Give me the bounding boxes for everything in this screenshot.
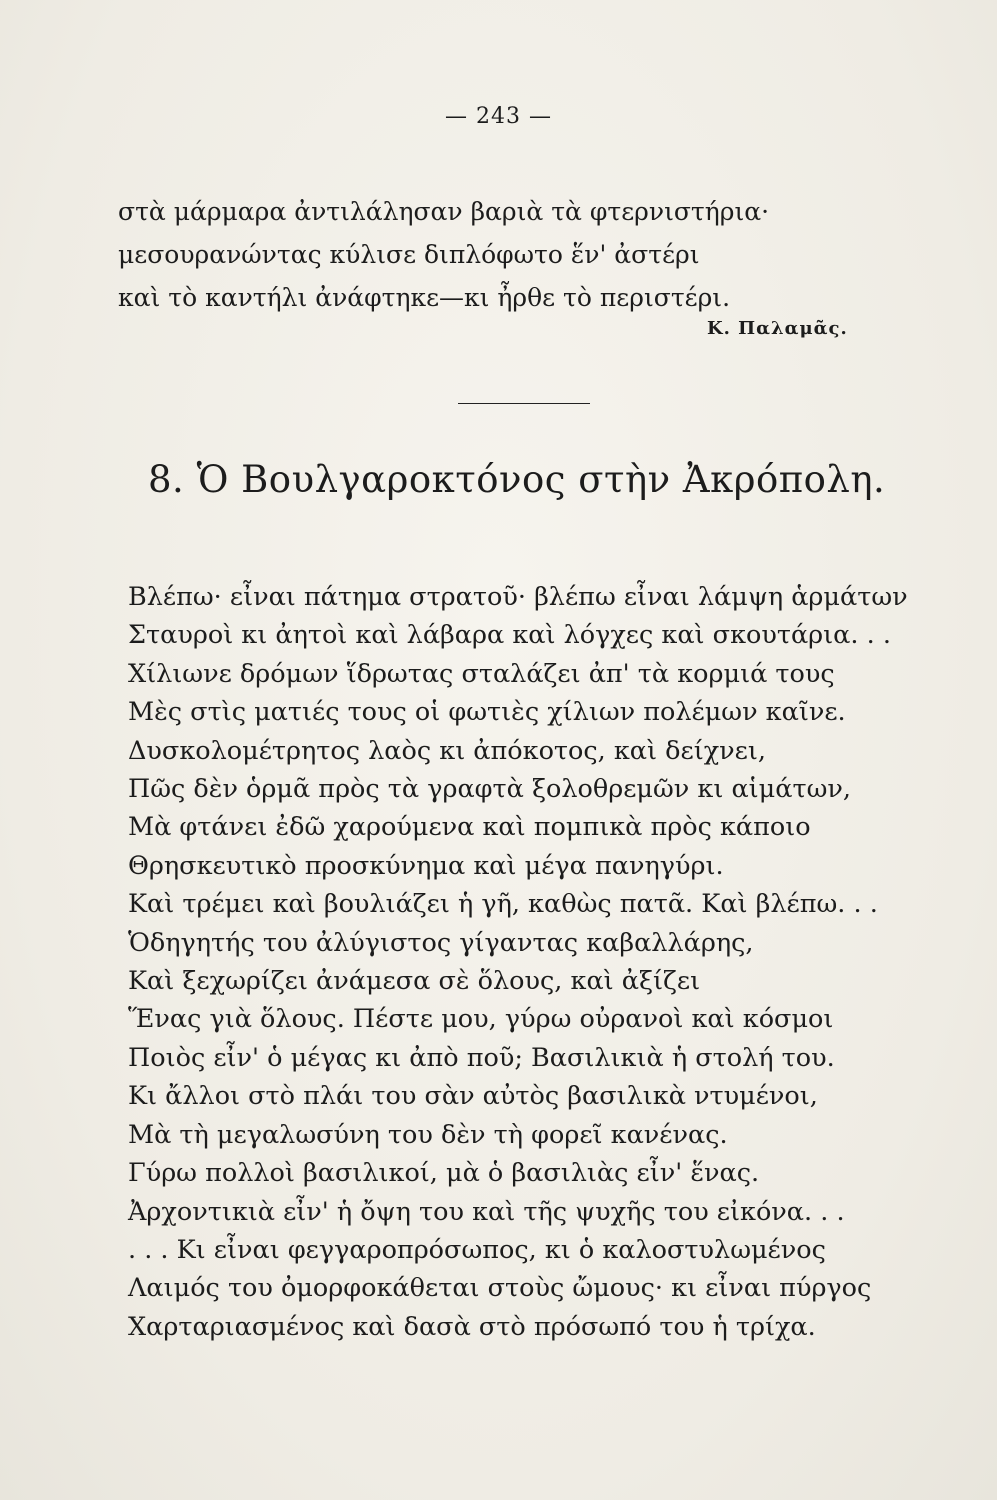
verse-line: Κι ἄλλοι στὸ πλάι του σὰν αὐτὸς βασιλικὰ ντυμένοι, xyxy=(128,1081,818,1112)
verse-line: Σταυροὶ κι ἀητοὶ καὶ λάβαρα καὶ λόγχες καὶ σκουτάρια. . . xyxy=(128,620,891,651)
verse-line: Γύρω πολλοὶ βασιλικοί, μὰ ὁ βασιλιὰς εἶν' ἕνας. xyxy=(128,1158,760,1189)
previous-poem-ending xyxy=(118,190,938,319)
verse-line: μεσουρανώντας κύλισε διπλόφωτο ἕν' ἀστέρι xyxy=(118,240,700,269)
page-number: — 243 — xyxy=(445,104,552,129)
verse-line: Χαρταριασμένος καὶ δασὰ στὸ πρόσωπό του ἡ τρίχα. xyxy=(128,1311,816,1342)
verse-line: Ἀρχοντικιὰ εἶν' ἡ ὄψη του καὶ τῆς ψυχῆς του εἰκόνα. . . xyxy=(128,1196,845,1227)
verse-line: Καὶ τρέμει καὶ βουλιάζει ἡ γῆ, καθὼς πατᾶ. Καὶ βλέπω. . . xyxy=(128,889,878,920)
author-signature: Κ. Παλαμᾶς. xyxy=(707,318,848,339)
verse-line: Πῶς δὲν ὁρμᾶ πρὸς τὰ γραφτὰ ξολοθρεμῶν κι αἱμάτων, xyxy=(128,774,851,805)
verse-line: Ὁδηγητής του ἀλύγιστος γίγαντας καβαλλάρης, xyxy=(128,927,754,958)
verse-line: καὶ τὸ καντήλι ἀνάφτηκε—κι ἦρθε τὸ περιστέρι. xyxy=(118,283,731,312)
section-title: 8. Ὁ Βουλγαροκτόνος στὴν Ἀκρόπολη. xyxy=(148,458,886,501)
poem-body xyxy=(128,578,958,1346)
verse-line: Καὶ ξεχωρίζει ἀνάμεσα σὲ ὅλους, καὶ ἀξίζει xyxy=(128,966,701,997)
verse-line: στὰ μάρμαρα ἀντιλάλησαν βαριὰ τὰ φτερνιστήρια· xyxy=(118,197,770,226)
verse-line: Δυσκολομέτρητος λαὸς κι ἀπόκοτος, καὶ δείχνει, xyxy=(128,735,766,766)
verse-line: Μὲς στὶς ματιές τους οἱ φωτιὲς χίλιων πολέμων καῖνε. xyxy=(128,697,846,728)
verse-line: Θρησκευτικὸ προσκύνημα καὶ μέγα πανηγύρι. xyxy=(128,850,724,881)
section-divider xyxy=(458,403,590,404)
verse-line: Χίλιωνε δρόμων ἵδρωτας σταλάζει ἀπ' τὰ κορμιά τους xyxy=(128,658,835,689)
verse-line: Μὰ φτάνει ἐδῶ χαρούμενα καὶ πομπικὰ πρὸς κάποιο xyxy=(128,812,811,843)
verse-line: . . . Κι εἶναι φεγγαροπρόσωπος, κι ὁ καλοστυλωμένος xyxy=(128,1234,826,1265)
verse-line: Λαιμός του ὀμορφοκάθεται στοὺς ὤμους· κι εἶναι πύργος xyxy=(128,1273,872,1304)
verse-line: Μὰ τὴ μεγαλωσύνη του δὲν τὴ φορεῖ κανένας. xyxy=(128,1119,728,1150)
verse-line: Ἕνας γιὰ ὅλους. Πέστε μου, γύρω οὐρανοὶ καὶ κόσμοι xyxy=(128,1004,834,1035)
verse-line: Βλέπω· εἶναι πάτημα στρατοῦ· βλέπω εἶναι λάμψη ἁρμάτων xyxy=(128,582,908,612)
verse-line: Ποιὸς εἶν' ὁ μέγας κι ἀπὸ ποῦ; Βασιλικιὰ ἡ στολή του. xyxy=(128,1042,835,1073)
